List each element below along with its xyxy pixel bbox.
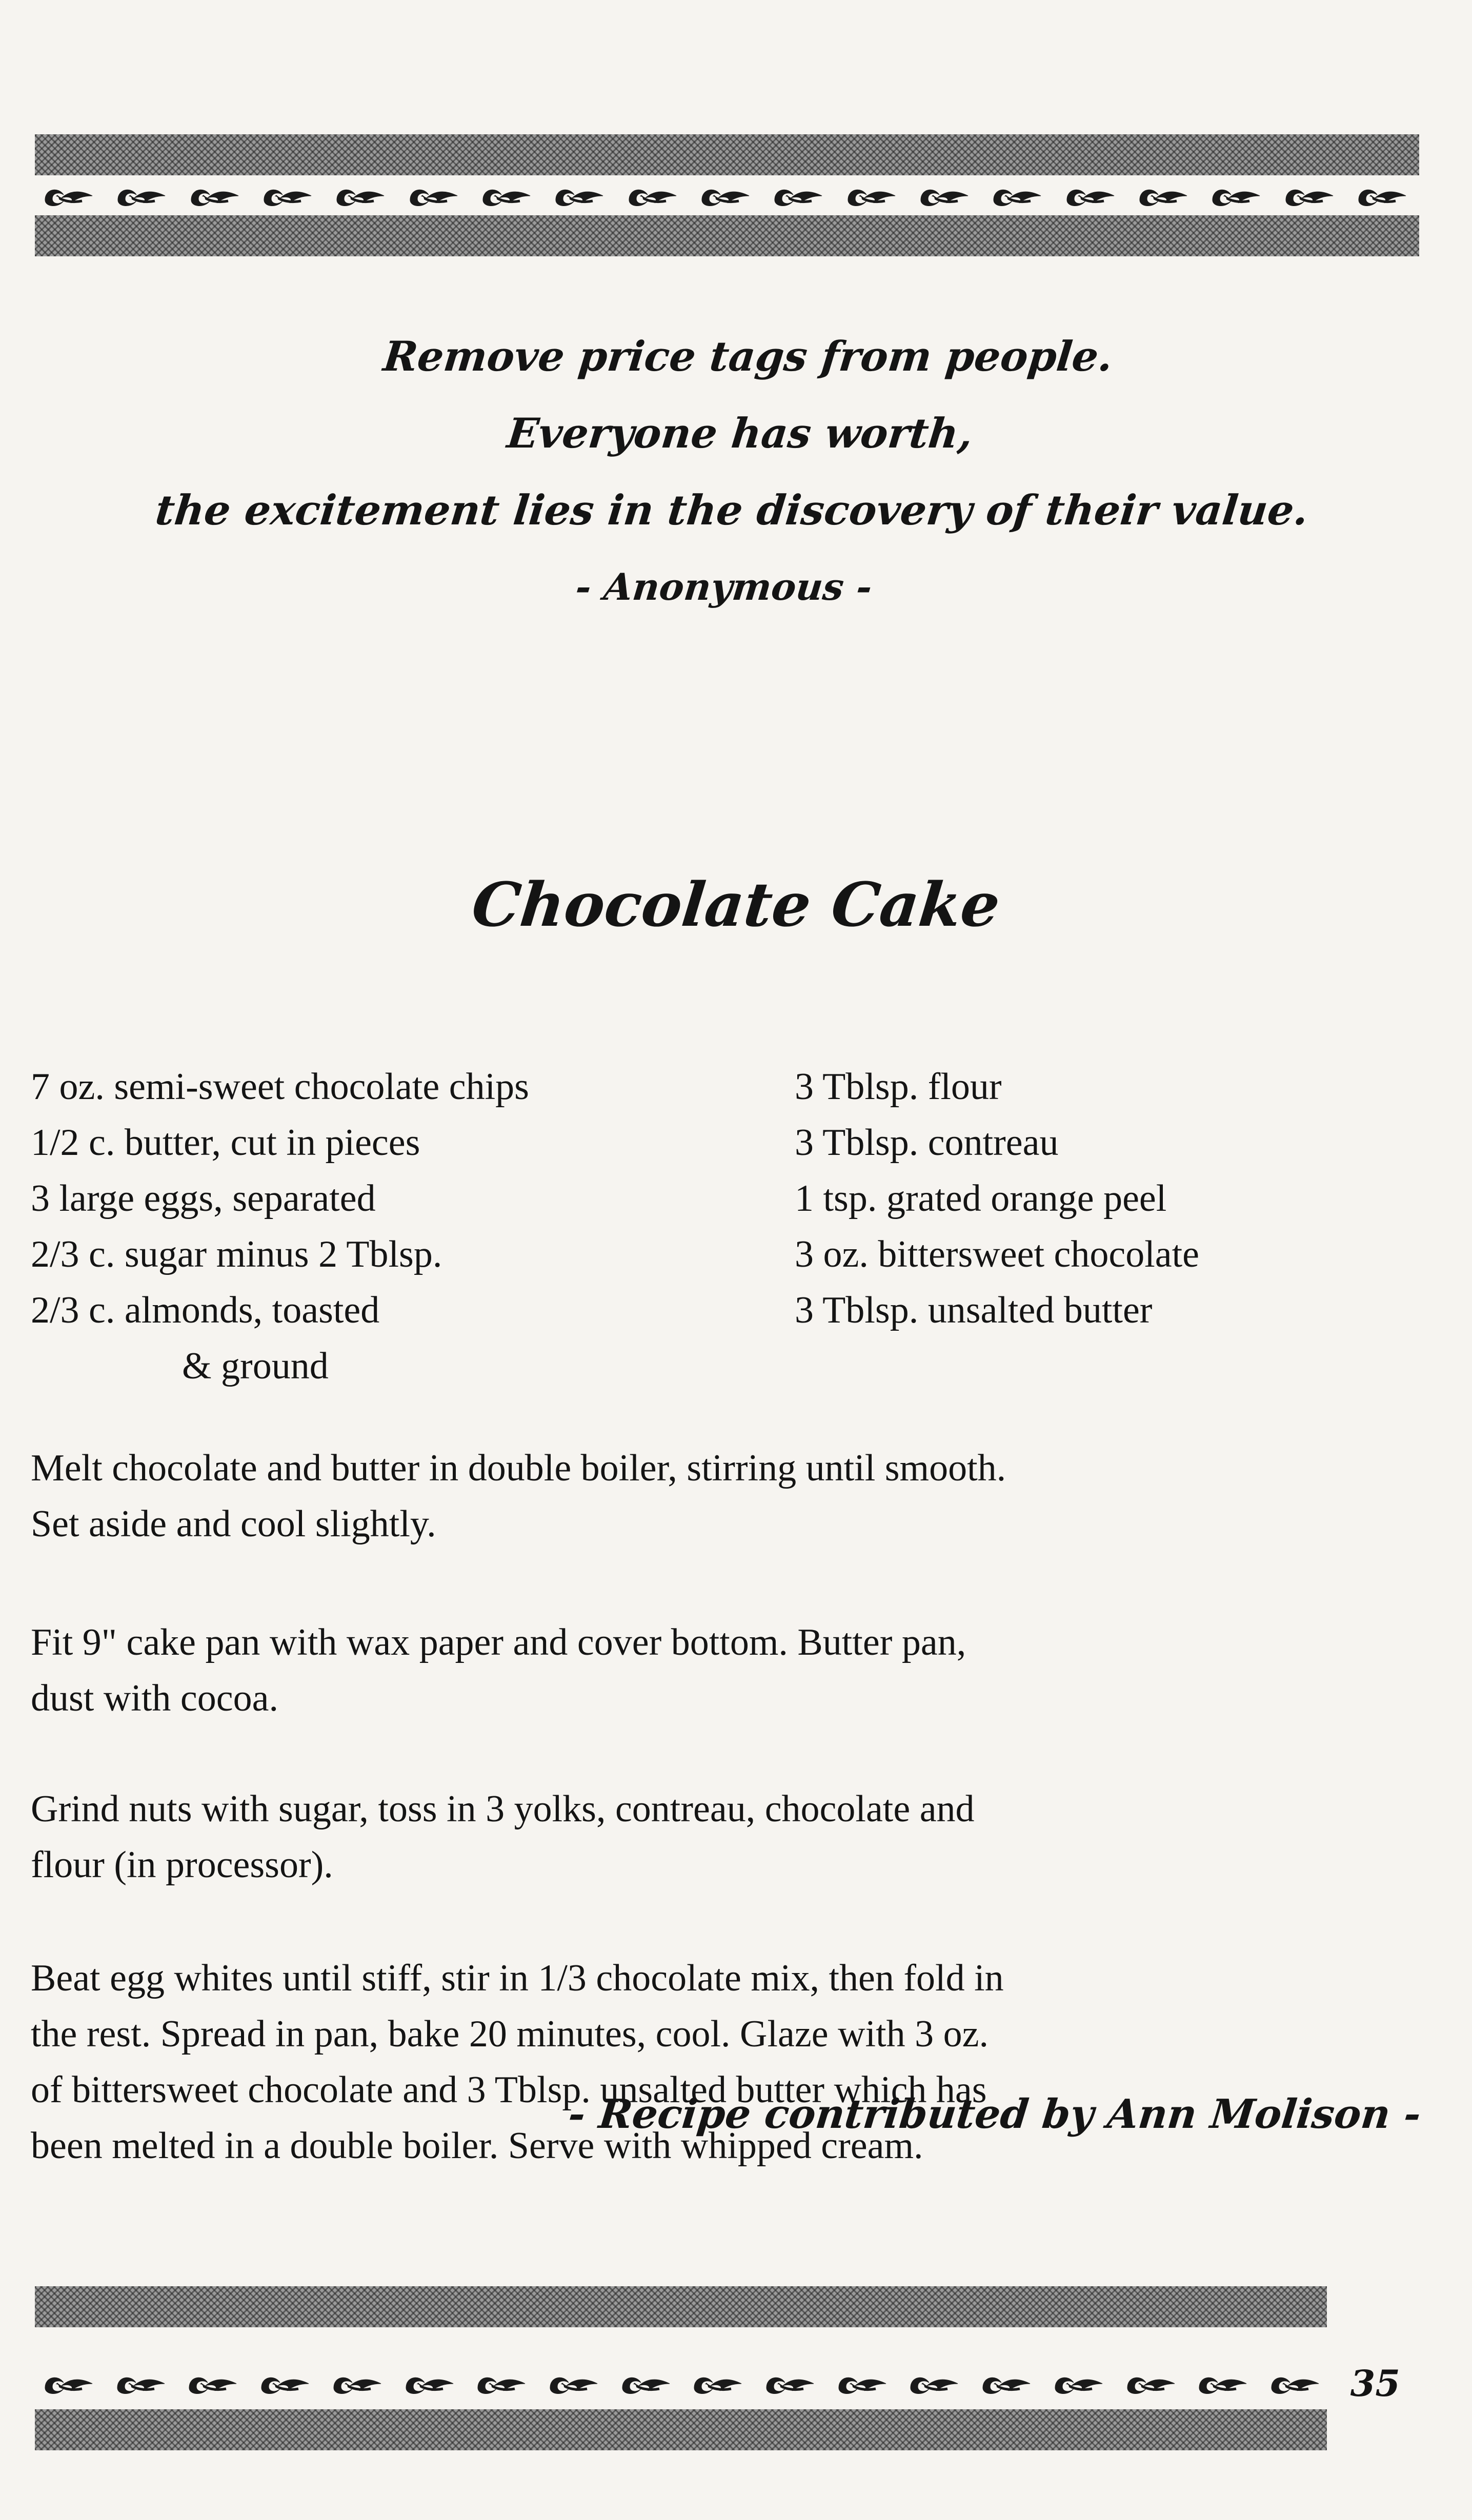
ingredient-item: 1 tsp. grated orange peel <box>795 1177 1167 1220</box>
leaf-scroll-icon <box>762 2368 818 2399</box>
leaf-scroll-icon <box>618 2368 674 2399</box>
quote-line-2: Everyone has worth, <box>505 409 976 457</box>
leaf-scroll-icon <box>625 180 680 211</box>
bottom-hatched-band-upper <box>35 2286 1327 2327</box>
leaf-scroll-icon <box>1208 180 1264 211</box>
ingredient-item: 3 Tblsp. flour <box>795 1066 1002 1108</box>
direction-line: dust with cocoa. <box>31 1677 278 1719</box>
ingredients-left-column <box>31 1059 529 1394</box>
leaf-scroll-icon <box>474 2368 529 2399</box>
leaf-scroll-icon <box>1355 180 1410 211</box>
direction-line: Fit 9" cake pan with wax paper and cover bottom. Butter pan, <box>31 1621 966 1663</box>
leaf-scroll-icon <box>844 180 899 211</box>
recipe-credit: - Recipe contributed by Ann Molison - <box>566 2091 1423 2138</box>
quote-attribution: - Anonymous - <box>573 565 875 608</box>
leaf-scroll-icon <box>402 2368 457 2399</box>
ingredient-item: 3 Tblsp. unsalted butter <box>795 1289 1153 1331</box>
ingredient-item: 7 oz. semi-sweet chocolate chips <box>31 1066 529 1108</box>
leaf-scroll-icon <box>1136 180 1191 211</box>
top-hatched-band-lower <box>35 215 1419 256</box>
leaf-scroll-icon <box>1123 2368 1179 2399</box>
leaf-scroll-icon <box>333 180 388 211</box>
ingredient-item: 3 Tblsp. contreau <box>795 1122 1059 1164</box>
leaf-scroll-icon <box>1063 180 1118 211</box>
leaf-scroll-icon <box>187 180 243 211</box>
ingredient-item: 1/2 c. butter, cut in pieces <box>31 1122 420 1164</box>
leaf-scroll-icon <box>41 2368 96 2399</box>
ingredient-item: 2/3 c. almonds, toasted <box>31 1289 380 1331</box>
leaf-scroll-icon <box>546 2368 601 2399</box>
ingredients-right-column <box>795 1059 1199 1338</box>
ingredient-item: 2/3 c. sugar minus 2 Tblsp. <box>31 1233 442 1275</box>
leaf-scroll-icon <box>257 2368 313 2399</box>
ingredient-item: 3 oz. bittersweet chocolate <box>795 1233 1199 1275</box>
direction-line: Beat egg whites until stiff, stir in 1/3 chocolate mix, then fold in <box>31 1957 1004 1999</box>
leaf-scroll-icon <box>113 2368 169 2399</box>
top-hatched-band-upper <box>35 134 1419 175</box>
direction-line: the rest. Spread in pan, bake 20 minutes, cool. Glaze with 3 oz. <box>31 2013 989 2055</box>
page-number: 35 <box>1350 2362 1400 2405</box>
leaf-scroll-icon <box>990 180 1045 211</box>
leaf-scroll-icon <box>690 2368 745 2399</box>
ingredient-item: 3 large eggs, separated <box>31 1177 376 1220</box>
leaf-scroll-icon <box>1051 2368 1106 2399</box>
quote-line-3: the excitement lies in the discovery of their value. <box>153 486 1311 534</box>
leaf-scroll-icon <box>552 180 607 211</box>
quote-block <box>0 318 1472 625</box>
leaf-scroll-icon <box>979 2368 1034 2399</box>
direction-paragraph-3 <box>31 1781 1446 1893</box>
direction-paragraph-1 <box>31 1440 1446 1552</box>
leaf-scroll-icon <box>906 2368 962 2399</box>
direction-line: flour (in processor). <box>31 1844 333 1886</box>
direction-line: Grind nuts with sugar, toss in 3 yolks, contreau, chocolate and <box>31 1788 975 1830</box>
leaf-scroll-icon <box>1195 2368 1251 2399</box>
leaf-scroll-icon <box>185 2368 240 2399</box>
recipe-title: Chocolate Cake <box>469 869 1003 940</box>
top-ornament-row <box>41 180 1410 211</box>
direction-paragraph-2 <box>31 1615 1446 1726</box>
leaf-scroll-icon <box>114 180 169 211</box>
direction-line: been melted in a double boiler. Serve with whipped cream. <box>31 2125 923 2167</box>
direction-line: Melt chocolate and butter in double boiler, stirring until smooth. <box>31 1447 1006 1489</box>
leaf-scroll-icon <box>406 180 461 211</box>
bottom-ornament-row <box>41 2368 1323 2399</box>
ingredient-item-continuation: & ground <box>182 1345 329 1387</box>
bottom-hatched-band-lower <box>35 2409 1327 2450</box>
leaf-scroll-icon <box>835 2368 890 2399</box>
quote-line-1: Remove price tags from people. <box>381 332 1116 380</box>
leaf-scroll-icon <box>917 180 972 211</box>
leaf-scroll-icon <box>330 2368 385 2399</box>
leaf-scroll-icon <box>260 180 315 211</box>
leaf-scroll-icon <box>1282 180 1337 211</box>
leaf-scroll-icon <box>1267 2368 1323 2399</box>
leaf-scroll-icon <box>479 180 534 211</box>
leaf-scroll-icon <box>771 180 826 211</box>
direction-line: of bittersweet chocolate and 3 Tblsp. unsalted butter which has <box>31 2069 987 2111</box>
direction-line: Set aside and cool slightly. <box>31 1503 436 1545</box>
leaf-scroll-icon <box>698 180 753 211</box>
leaf-scroll-icon <box>41 180 96 211</box>
